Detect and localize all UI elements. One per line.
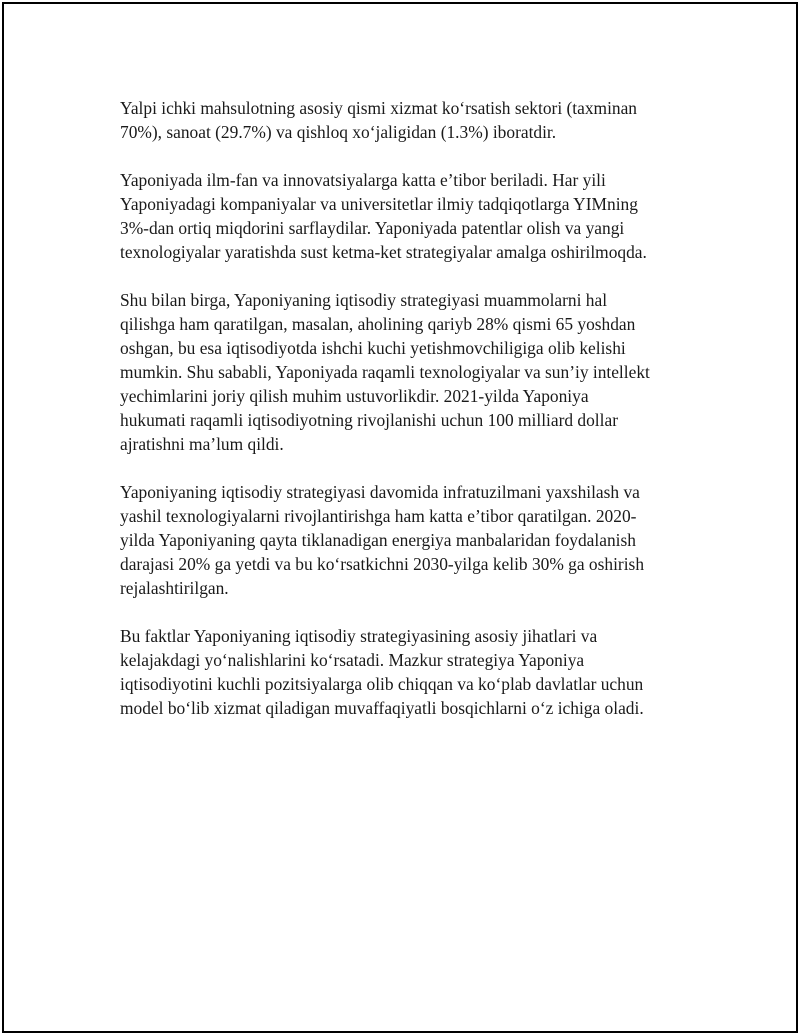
text-line: hukumati raqamli iqtisodiyotning rivojlanishi uchun 100 milliard dollar — [120, 410, 618, 430]
text-line: darajasi 20% ga yetdi va bu koʻrsatkichni 2030-yilga kelib 30% ga oshirish — [120, 554, 645, 574]
text-line: iqtisodiyotini kuchli pozitsiyalarga olib chiqqan va koʻplab davlatlar uchun — [120, 674, 644, 694]
text-line: oshgan, bu esa iqtisodiyotda ishchi kuchi yetishmovchiligiga olib kelishi — [120, 338, 626, 358]
text-line: yashil texnologiyalarni rivojlantirishga ham katta e’tibor qaratilgan. 2020- — [120, 506, 637, 526]
page-frame — [2, 2, 798, 1033]
text-line: 3%-dan ortiq miqdorini sarflaydilar. Yaponiyada patentlar olish va yangi — [120, 218, 625, 238]
text-line: Shu bilan birga, Yaponiyaning iqtisodiy strategiyasi muammolarni hal — [120, 290, 608, 310]
document-body — [120, 96, 690, 744]
text-line: model boʻlib xizmat qiladigan muvaffaqiyatli bosqichlarni oʻz ichiga oladi. — [120, 698, 644, 718]
paragraph-gdp-structure — [120, 96, 690, 144]
text-line: mumkin. Shu sababli, Yaponiyada raqamli texnologiyalar va sun’iy intellekt — [120, 362, 650, 382]
paragraph-demographics-digital — [120, 288, 690, 456]
paragraph-conclusion — [120, 624, 690, 720]
text-line: Yaponiyada ilm-fan va innovatsiyalarga katta e’tibor beriladi. Har yili — [120, 170, 606, 190]
text-line: yilda Yaponiyaning qayta tiklanadigan energiya manbalaridan foydalanish — [120, 530, 636, 550]
text-line: 70%), sanoat (29.7%) va qishloq xoʻjaligidan (1.3%) iboratdir. — [120, 122, 557, 142]
paragraph-infrastructure-green — [120, 480, 690, 600]
text-line: Yaponiyadagi kompaniyalar va universitetlar ilmiy tadqiqotlarga YIMning — [120, 194, 638, 214]
text-line: Yaponiyaning iqtisodiy strategiyasi davomida infratuzilmani yaxshilash va — [120, 482, 640, 502]
text-line: Yalpi ichki mahsulotning asosiy qismi xizmat koʻrsatish sektori (taxminan — [120, 98, 638, 118]
text-line: texnologiyalar yaratishda sust ketma-ket strategiyalar amalga oshirilmoqda. — [120, 242, 647, 262]
text-line: qilishga ham qaratilgan, masalan, aholining qariyb 28% qismi 65 yoshdan — [120, 314, 636, 334]
paragraph-science-innovation — [120, 168, 690, 264]
text-line: kelajakdagi yoʻnalishlarini koʻrsatadi. Mazkur strategiya Yaponiya — [120, 650, 585, 670]
text-line: rejalashtirilgan. — [120, 578, 229, 598]
text-line: yechimlarini joriy qilish muhim ustuvorlikdir. 2021-yilda Yaponiya — [120, 386, 589, 406]
text-line: Bu faktlar Yaponiyaning iqtisodiy strategiyasining asosiy jihatlari va — [120, 626, 598, 646]
text-line: ajratishni ma’lum qildi. — [120, 434, 284, 454]
